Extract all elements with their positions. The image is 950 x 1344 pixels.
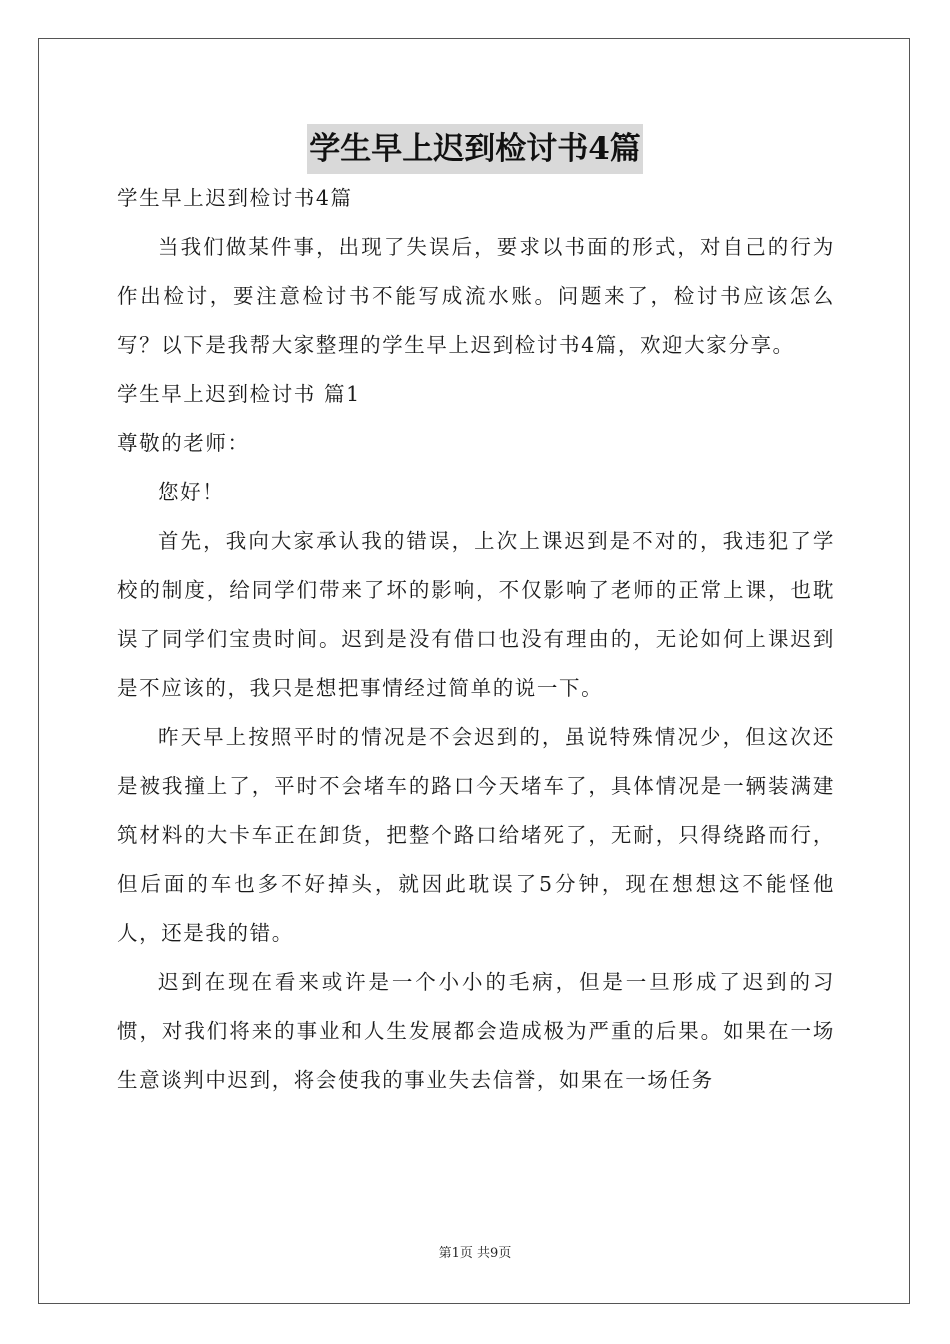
section-heading: 学生早上迟到检讨书 篇1 [117, 382, 361, 406]
body-paragraph: 迟到在现在看来或许是一个小小的毛病，但是一旦形成了迟到的习惯，对我们将来的事业和人生发展都会造成极为严重的后果。如果在一场生意谈判中迟到，将会使我的事业失去信誉，如果在一场任务 [117, 970, 835, 1092]
page-number-footer: 第1页 共9页 [438, 1246, 512, 1261]
intro-paragraph: 当我们做某件事，出现了失误后，要求以书面的形式，对自己的行为作出检讨，要注意检讨书不能写成流水账。问题来了，检讨书应该怎么写？以下是我帮大家整理的学生早上迟到检讨书4篇，欢迎大家分享。 [117, 235, 835, 357]
salutation: 尊敬的老师： [117, 431, 250, 455]
body-paragraph: 首先，我向大家承认我的错误，上次上课迟到是不对的，我违犯了学校的制度，给同学们带来了坏的影响，不仅影响了老师的正常上课，也耽误了同学们宝贵时间。迟到是没有借口也没有理由的，无论如何上课迟到是不应该的，我只是想把事情经过简单的说一下。 [117, 529, 835, 700]
title-container [0, 124, 950, 174]
document-title: 学生早上迟到检讨书4篇 [307, 124, 643, 174]
greeting: 您好！ [158, 480, 225, 504]
document-body [117, 174, 835, 1105]
body-paragraph: 昨天早上按照平时的情况是不会迟到的，虽说特殊情况少，但这次还是被我撞上了，平时不会堵车的路口今天堵车了，具体情况是一辆装满建筑材料的大卡车正在卸货，把整个路口给堵死了，无耐，只得绕路而行，但后面的车也多不好掉头，就因此耽误了5分钟，现在想想这不能怪他人，还是我的错。 [117, 725, 835, 945]
subtitle-line: 学生早上迟到检讨书4篇 [117, 186, 353, 210]
